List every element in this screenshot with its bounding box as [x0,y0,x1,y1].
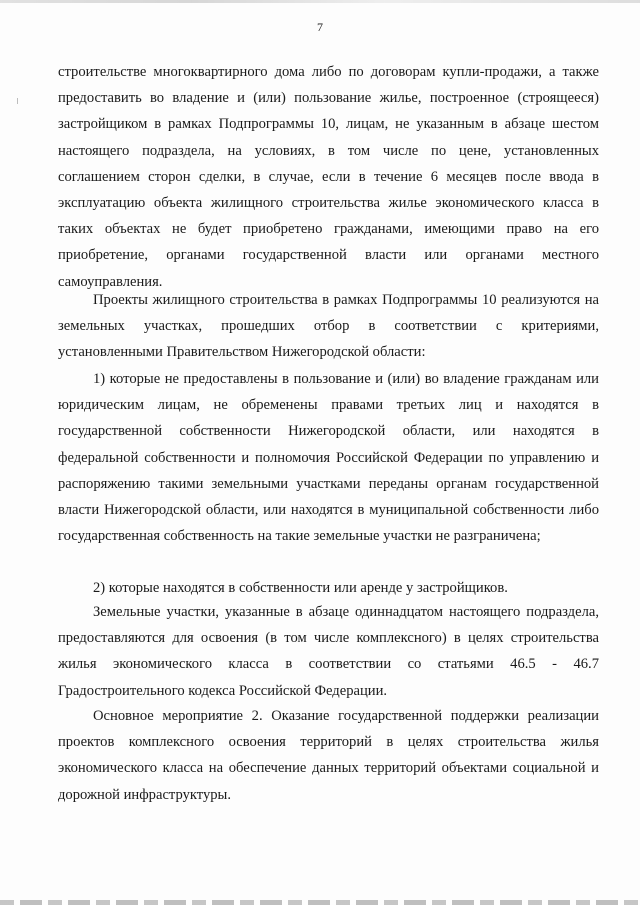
page-number: 7 [317,20,323,34]
paragraph-continuation [58,59,599,295]
scan-edge-top [0,0,640,3]
paragraph-main-activity [58,703,599,808]
list-item-text: 2) которые находятся в собственности или аренде у застройщиков. [93,580,508,596]
paragraph-projects [58,287,599,366]
paragraph-text: Проекты жилищного строительства в рамках Подпрограммы 10 реализуются на земельных участках, прошедших отбор в соответствии с критериями, установленными Правительством Нижегородской области: [58,292,599,361]
paragraph-text: Основное мероприятие 2. Оказание государственной поддержки реализации проектов комплексного освоения территорий в целях строительства жилья экономического класса на обеспечение данных территорий объектами социальной и дорожной инфраструктуры. [58,708,599,803]
paragraph-text: Земельные участки, указанные в абзаце одиннадцатом настоящего подраздела, предоставляются для освоения (в том числе комплексного) в целях строительства жилья экономического класса в соответствии со статьями 46.5 - 46.7 Градостроительного кодекса Российской Федерации. [58,604,599,699]
margin-mark [17,98,18,104]
list-item-1 [58,366,599,549]
list-item-text: 1) которые не предоставлены в пользование и (или) во владение гражданам или юридическим лицам, не обременены правами третьих лиц и находятся в государственной собственности Нижегородской области, или находятся в федеральной собственности и полномочия Российской Федерации по управлению и распоряжению такими земельными участками переданы органам государственной власти Нижегородской области, или находятся в муниципальной собственности либо государственная собственность на такие земельные участки не разграничена; [58,371,599,545]
scan-edge-bottom [0,900,640,905]
paragraph-land-plots [58,599,599,704]
paragraph-text: строительстве многоквартирного дома либо по договорам купли-продажи, а также предоставить во владение и (или) пользование жилье, построенное (строящееся) застройщиком в рамках Подпрограммы 10, лицам, не указанным в абзаце шестом настоящего подраздела, на условиях, в том числе по цене, установленных соглашением сторон сделки, в случае, если в течение 6 месяцев после ввода в эксплуатацию объекта жилищного строительства жилье экономического класса в таких объектах не будет приобретено гражданами, имеющими право на его приобретение, органами государственной власти или органами местного самоуправления. [58,64,599,290]
list-item-2 [58,575,599,601]
